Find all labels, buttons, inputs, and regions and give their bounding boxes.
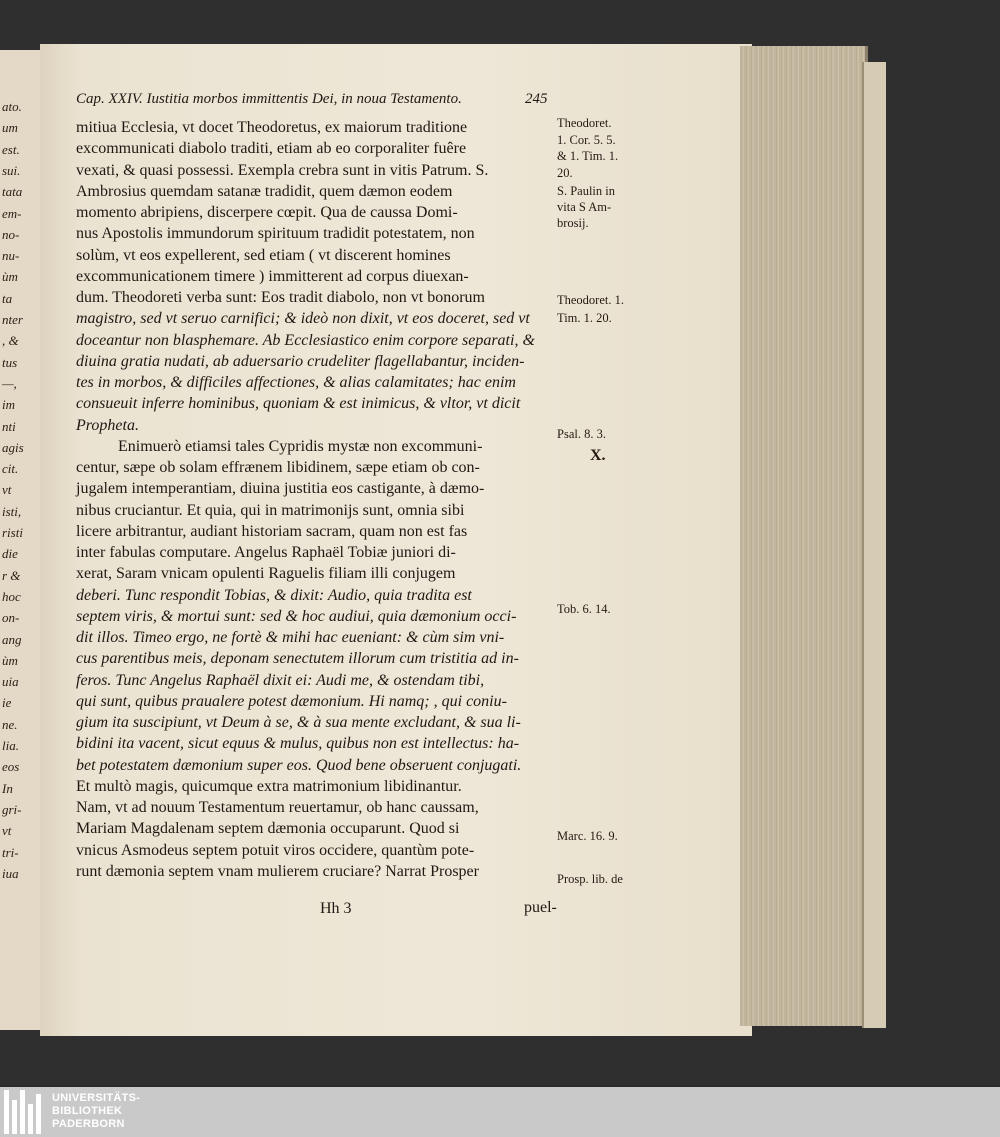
body-line: magistro, sed vt seruo carnifici; & ideò non dixit, vt eos doceret, sed vt <box>76 310 530 328</box>
body-line: Et multò magis, quicumque extra matrimonium libidinantur. <box>76 777 462 795</box>
body-line: deberi. Tunc respondit Tobias, & dixit: Audio, quia tradita est <box>76 586 472 604</box>
left-page-fragment: tata <box>2 184 23 200</box>
body-line: dum. Theodoreti verba sunt: Eos tradit diabolo, non vt bonorum <box>76 289 485 306</box>
body-line: solùm, vt eos expellerent, sed etiam ( vt discerent homines <box>76 246 451 264</box>
body-line: nibus cruciantur. Et quia, qui in matrimonijs sunt, omnia sibi <box>76 501 465 519</box>
marginal-note: S. Paulin in <box>557 184 615 198</box>
left-page-fragment: ato. <box>2 99 22 114</box>
body-line: consueuit inferre hominibus, quoniam & est inimicus, & vltor, vt dicit <box>76 395 521 413</box>
body-line: Nam, vt ad nouum Testamentum reuertamur, ob hanc caussam, <box>76 799 479 816</box>
body-line: bidini ita vacent, sicut equus & mulus, quibus non est intellectus: ha- <box>76 735 520 753</box>
left-page-fragment: um <box>2 120 18 136</box>
left-page-fragment: im <box>2 397 15 413</box>
left-page-fragment: risti <box>2 525 23 540</box>
marginal-note: Marc. 16. 9. <box>557 829 618 843</box>
running-head: Cap. XXIV. Iustitia morbos immittentis Dei, in noua Testamento. <box>76 91 462 107</box>
catchword: puel- <box>524 899 557 916</box>
body-line: Propheta. <box>76 416 139 434</box>
left-page-fragment: hoc <box>2 588 21 604</box>
marginal-note: Theodoret. 1. <box>557 293 624 307</box>
body-line: vnicus Asmodeus septem potuit viros occidere, quantùm pote- <box>76 841 475 859</box>
body-line: mitiua Ecclesia, vt docet Theodoretus, ex maiorum traditione <box>76 119 468 136</box>
left-page-fragment: tus <box>2 354 18 370</box>
body-line: diuina gratia nudati, ab aduersario crudeliter flagellabantur, inciden- <box>76 352 525 370</box>
marginal-note: Tim. 1. 20. <box>557 311 612 325</box>
left-page-fragment: ne. <box>2 716 18 732</box>
left-page-fragment: tri- <box>2 844 19 860</box>
left-page-fragment: on- <box>2 610 20 626</box>
body-line: centur, sæpe ob solam effrænem libidinem, sæpe etiam ob con- <box>76 459 480 476</box>
library-footer-bar <box>0 1087 1000 1137</box>
body-line: vexati, & quasi possessi. Exempla crebra sunt in vitis Patrum. S. <box>76 161 489 179</box>
left-page-fragment: est. <box>2 141 20 157</box>
left-page-fragment: ie <box>2 695 12 711</box>
body-line: tes in morbos, & difficiles affectiones, & alias calamitates; hac enim <box>76 374 516 391</box>
body-line: excommunicati diabolo traditi, etiam ab eo corporaliter fuêre <box>76 140 467 158</box>
signature-mark: Hh 3 <box>320 900 352 917</box>
marginal-note: & 1. Tim. 1. <box>557 149 619 163</box>
body-line: bet potestatem dæmonium super eos. Quod bene obseruent conjugati. <box>76 756 522 774</box>
body-line: jugalem intemperantiam, diuina justitia eos castigante, à dæmo- <box>76 480 485 498</box>
marginal-note: Prosp. lib. de <box>557 872 623 886</box>
left-page-fragment: vt <box>2 482 12 498</box>
book-cover-edge <box>862 62 886 1028</box>
left-page-fragment: lia. <box>2 738 19 753</box>
left-page-fragment: cit. <box>2 461 19 477</box>
left-page-fragment: em- <box>2 205 22 221</box>
left-page-fragment: ùm <box>2 652 18 668</box>
body-line: gium ita suscipiunt, vt Deum à se, & à sua mente excludant, & sua li- <box>76 714 521 731</box>
left-page-fragment: agis <box>2 439 24 455</box>
left-page-fragment: ang <box>2 631 22 647</box>
left-page-fragment: no- <box>2 226 20 242</box>
left-page-fragment: —, <box>2 375 17 391</box>
body-line: licere arbitrantur, audiant historiam sacram, quam non est fas <box>76 522 468 540</box>
body-line: dit illos. Timeo ergo, ne fortè & mihi hac eueniant: & cùm sim vni- <box>76 629 505 646</box>
library-name <box>52 1092 140 1131</box>
body-line: Enimuerò etiamsi tales Cypridis mystæ non excommuni- <box>118 437 483 455</box>
left-page-fragment: gri- <box>2 801 22 817</box>
library-name-line: BIBLIOTHEK <box>52 1105 123 1117</box>
marginal-note: Tob. 6. 14. <box>557 602 611 616</box>
left-page-fragment: r & <box>2 567 21 583</box>
left-page-fragment: nti <box>2 418 16 434</box>
library-logo-icon <box>4 1090 48 1134</box>
body-line: feros. Tunc Angelus Raphaël dixit ei: Audi me, & ostendam tibi, <box>76 671 485 689</box>
body-line: cus parentibus meis, deponam senectutem illorum cum tristitia ad in- <box>76 650 519 668</box>
body-line: Mariam Magdalenam septem dæmonia occuparunt. Quod si <box>76 820 460 838</box>
body-line: septem viris, & mortui sunt: sed & hoc audiui, quia dæmonium occi- <box>76 607 517 625</box>
body-line: xerat, Saram vnicam opulenti Raguelis filiam illi conjugem <box>76 565 456 583</box>
marginal-note: X. <box>590 447 606 464</box>
left-page-fragment: sui. <box>2 162 21 178</box>
library-name-line: UNIVERSITÄTS- <box>52 1092 141 1104</box>
left-page-fragment: In <box>2 780 13 796</box>
left-page-fragment: , & <box>2 333 19 349</box>
body-line: nus Apostolis immundorum spirituum tradidit potestatem, non <box>76 225 475 243</box>
library-name-line: PADERBORN <box>52 1118 125 1130</box>
left-page-fragment: ùm <box>2 269 18 285</box>
body-line: qui sunt, quibus praualere potest dæmonium. Hi namq; , qui coniu- <box>76 692 507 710</box>
left-page-fragment: isti, <box>2 503 22 519</box>
body-line: excommunicationem timere ) immitterent ad corpus diuexan- <box>76 267 469 285</box>
left-page-fragment: vt <box>2 823 12 839</box>
marginal-note: brosij. <box>557 216 589 230</box>
page-number: 245 <box>525 91 548 107</box>
body-line: doceantur non blasphemare. Ab Ecclesiastico enim corpore separati, & <box>76 331 535 349</box>
left-page-fragment: nu- <box>2 248 20 264</box>
left-page-fragment: uia <box>2 674 19 690</box>
body-line: runt dæmonia septem vnam mulierem cruciare? Narrat Prosper <box>76 862 479 880</box>
body-line: momento abripiens, discerpere cœpit. Qua de caussa Domi- <box>76 204 458 221</box>
left-page-fragment: die <box>2 546 18 562</box>
page-block-edge <box>740 46 868 1026</box>
marginal-note: 20. <box>557 166 573 180</box>
left-page-fragment: nter <box>2 312 23 327</box>
body-line: Ambrosius quemdam satanæ tradidit, quem dæmon eodem <box>76 182 453 200</box>
marginal-note: 1. Cor. 5. 5. <box>557 133 616 147</box>
left-page-fragment: eos <box>2 759 20 775</box>
left-page-fragment: iua <box>2 865 19 881</box>
marginal-note: Psal. 8. 3. <box>557 427 606 441</box>
body-line: inter fabulas computare. Angelus Raphaël Tobiæ juniori di- <box>76 544 456 561</box>
marginal-note: Theodoret. <box>557 116 612 130</box>
marginal-note: vita S Am- <box>557 200 612 214</box>
left-page-fragment: ta <box>2 290 13 306</box>
